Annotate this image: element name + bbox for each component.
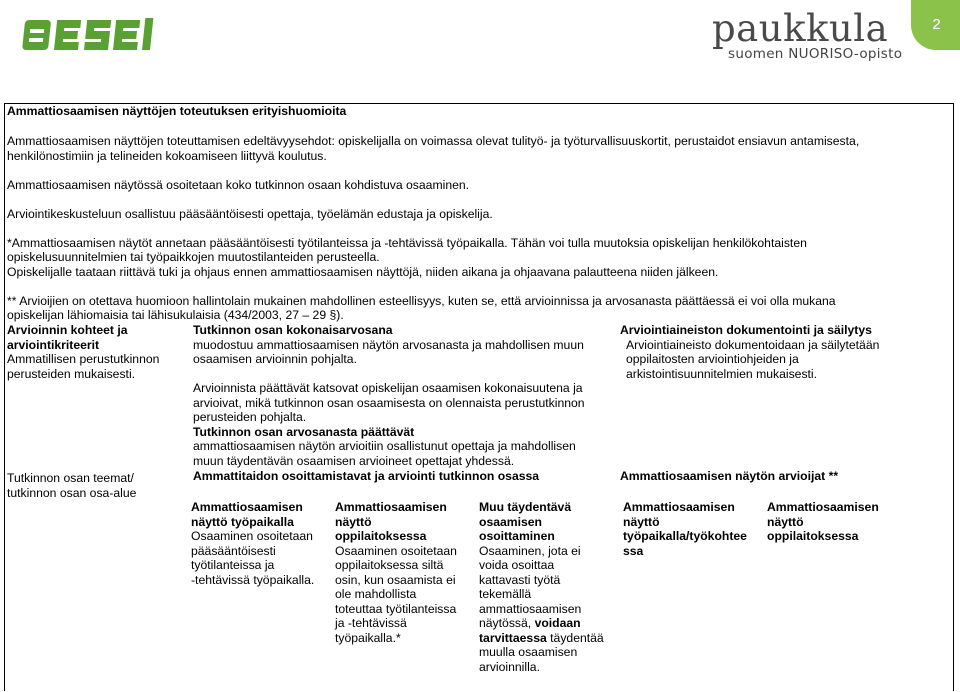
school-assessors-line-3: oppilaitoksessa: [767, 529, 859, 543]
workplace-demo-title-line-1: Ammattiosaamisen: [191, 500, 303, 514]
school-demo-title-line-1: Ammattiosaamisen: [335, 500, 447, 514]
overall-grade-text-line-1: muodostuu ammattiosaamisen näytön arvosanasta ja mahdollisen muun: [193, 338, 584, 352]
school-demo-text-line-3: osin, kun osaamista ei: [335, 573, 456, 587]
workplace-assessors-line-2: näyttö: [623, 515, 660, 529]
other-competence-text-line-7-bold: tarvittaessa: [479, 631, 547, 645]
other-competence-text-line-2: voida osoittaa: [479, 558, 555, 572]
disqualification-note-line-2: opiskelijan lähiomaisia tai lähisukulaisia (434/2003, 27 – 29 §).: [7, 308, 344, 322]
overall-grade-heading: Tutkinnon osan kokonaisarvosana: [193, 323, 393, 337]
frame-left-border: [4, 320, 5, 691]
other-competence-text-line-7: [479, 631, 604, 646]
documentation-heading: Arviointiaineiston dokumentointi ja säilytys: [620, 323, 872, 337]
documentation-text-line-2: oppilaitosten arviointiohjeiden ja: [626, 352, 799, 366]
other-competence-title-line-1: Muu täydentävä: [479, 500, 572, 514]
workplace-assessors-line-1: Ammattiosaamisen: [623, 500, 735, 514]
workplace-assessors-line-4: ssa: [623, 544, 644, 558]
documentation-text-line-1: Arviointiaineisto dokumentoidaan ja säilytetään: [626, 338, 880, 352]
criteria-body-line-1: Ammatillisen perustutkinnon: [7, 352, 160, 366]
workplace-demonstration-note-line-1: *Ammattiosaamisen näytöt annetaan pääsääntöisesti työtilanteissa ja -tehtävissä työpaikalla. Tähän voi tulla muutoksia opiskelijan henkilökohtaisten: [7, 236, 807, 250]
school-demo-text-line-2: oppilaitoksessa siltä: [335, 558, 444, 572]
paukkula-logo: [712, 7, 903, 66]
assessment-discussion-text: Arviointikeskusteluun osallistuu pääsääntöisesti opettaja, työelämän edustaja ja opiskelija.: [7, 207, 493, 221]
decision-text-line-3: perusteiden pohjalta.: [193, 410, 307, 424]
workplace-demo-title-line-2: näyttö työpaikalla: [191, 515, 294, 529]
school-demo-title-line-3: oppilaitoksessa: [335, 529, 427, 543]
esedu-logo-mark: [22, 20, 51, 50]
other-competence-text-line-6-bold: voidaan: [534, 616, 581, 630]
workplace-demo-text-line-4: -tehtävissä työpaikalla.: [191, 573, 315, 587]
decision-text-line-1: Arvioinnista päättävät katsovat opiskelijan osaamisen kokonaisuutena ja: [193, 381, 583, 395]
grade-decision-text-line-2: muun täydentävän osaamisen arvioineet opettajat yhdessä.: [193, 454, 515, 468]
other-competence-text-line-3: kattavasti työtä: [479, 573, 561, 587]
overall-grade-text-line-2: osaamisen arvioinnin pohjalta.: [193, 352, 357, 366]
other-competence-title-line-2: osaamisen: [479, 515, 543, 529]
decision-text-line-2: arvioivat, mikä tutkinnon osan osaamisesta on olennaista perustutkinnon: [193, 396, 585, 410]
school-demo-text-line-1: Osaaminen osoitetaan: [335, 544, 457, 558]
other-competence-text-line-6: [479, 616, 581, 631]
assessors-heading: Ammattiosaamisen näytön arvioijat **: [620, 469, 839, 483]
other-competence-text-line-7-plain: täydentää: [550, 631, 604, 645]
unit-topics-line-2: tutkinnon osan osa-alue: [7, 486, 137, 500]
other-competence-text-line-8: muulla osaamisen: [479, 645, 578, 659]
workplace-demo-text-line-1: Osaaminen osoitetaan: [191, 529, 313, 543]
grade-decision-heading: Tutkinnon osan arvosanasta päättävät: [193, 425, 415, 439]
prerequisites-text-line-2: henkilönostimiin ja telineiden kokoamiseen liittyvä koulutus.: [7, 149, 327, 163]
school-demo-text-line-5: toteuttaa työtilanteissa: [335, 602, 457, 616]
criteria-heading-line-2: arviointikriteerit: [7, 338, 100, 352]
grade-decision-text-line-1: ammattiosaamisen näytön arvioitiin osallistunut opettaja ja mahdollisen: [193, 439, 576, 453]
whole-unit-text: Ammattiosaamisen näytössä osoitetaan koko tutkinnon osaan kohdistuva osaaminen.: [7, 178, 470, 192]
other-competence-text-line-9: arvioinnilla.: [479, 660, 540, 674]
criteria-heading-line-1: Arvioinnin kohteet ja: [7, 323, 128, 337]
workplace-demo-text-line-3: työtilanteissa ja: [191, 558, 275, 572]
paukkula-logo-subtitle: suomen NUORISO-opisto: [728, 46, 903, 62]
other-competence-text-line-4: tekemällä: [479, 587, 532, 601]
school-assessors-line-2: näyttö: [767, 515, 804, 529]
page-number-badge: 2: [911, 0, 960, 50]
school-demo-title-line-2: näyttö: [335, 515, 372, 529]
documentation-text-line-3: arkistointisuunnitelmien mukaisesti.: [626, 367, 818, 381]
workplace-demo-text-line-2: pääsääntöisesti: [191, 544, 276, 558]
disqualification-note-line-1: ** Arvioijien on otettava huomioon hallintolain mukainen mahdollinen esteellisyys, kuten se, että arvioinnissa ja arvosanasta päättäessä ei voi olla mukana: [7, 294, 836, 308]
prerequisites-text-line-1: Ammattiosaamisen näyttöjen toteuttamisen edeltävyysehdot: opiskelijalla on voimassa olevat tulityö- ja työturvallisuuskortit, perustaidot ensiavun antamisesta,: [7, 134, 860, 148]
school-demo-text-line-7: työpaikalla.*: [335, 631, 401, 645]
section-title: Ammattiosaamisen näyttöjen toteutuksen erityishuomioita: [7, 104, 347, 118]
esedu-logo: [22, 12, 172, 62]
school-assessors-line-1: Ammattiosaamisen: [767, 500, 879, 514]
other-competence-text-line-5: ammattiosaamisen: [479, 602, 582, 616]
workplace-demonstration-note-line-2: opiskelusuunnitelmien tai työpaikkojen muutostilanteiden perusteella.: [7, 250, 380, 264]
unit-topics-line-1: Tutkinnon osan teemat/: [7, 471, 134, 485]
criteria-body-line-2: perusteiden mukaisesti.: [7, 367, 136, 381]
paukkula-logo-wordmark: paukkula: [712, 7, 889, 50]
workplace-assessors-line-3: työpaikalla/työkohtee: [623, 529, 747, 543]
school-demo-text-line-6: ja -tehtävissä: [335, 616, 407, 630]
other-competence-text-line-6-plain: näytössä,: [479, 616, 532, 630]
skills-demonstration-heading: Ammattitaidon osoittamistavat ja arviointi tutkinnon osassa: [193, 469, 540, 483]
support-guidance-text: Opiskelijalle taataan riittävä tuki ja ohjaus ennen ammattiosaamisen näyttöjä, niiden aikana ja ohjaavana palautteena niiden jälkeen.: [7, 265, 719, 279]
other-competence-text-line-1: Osaaminen, jota ei: [479, 544, 581, 558]
other-competence-title-line-3: osoittaminen: [479, 529, 555, 543]
school-demo-text-line-4: ole mahdollista: [335, 587, 417, 601]
frame-right-border: [953, 320, 954, 691]
